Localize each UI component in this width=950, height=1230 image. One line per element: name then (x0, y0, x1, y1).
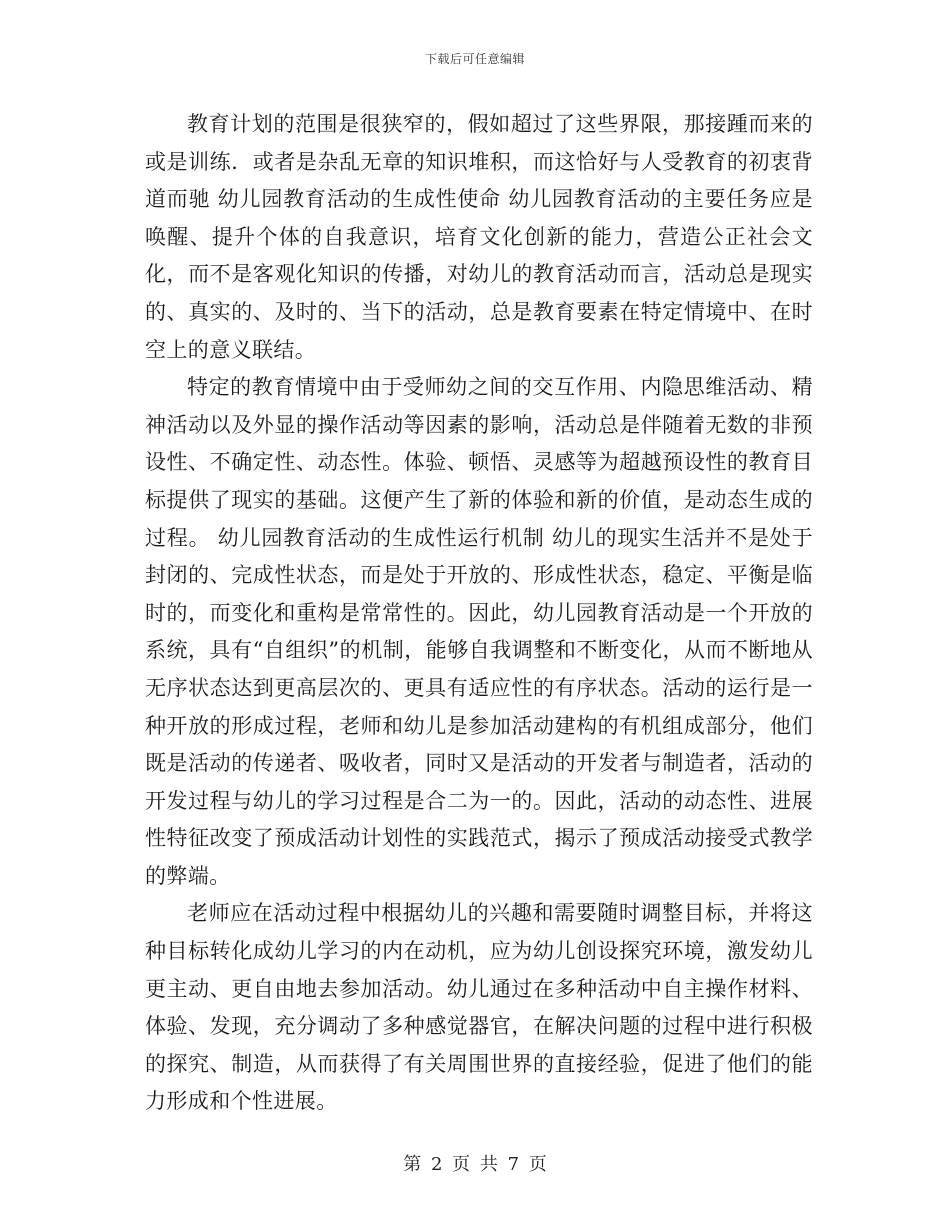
body-paragraph: 老师应在活动过程中根据幼儿的兴趣和需要随时调整目标，并将这种目标转化成幼儿学习的内在动机，应为幼儿创设探究环境，激发幼儿更主动、更自由地去参加活动。幼儿通过在多种活动中自主操作材料、体验、发现，充分调动了多种感觉器官，在解决问题的过程中进行积极的探究、制造，从而获得了有关周围世界的直接经验，促进了他们的能力形成和个性进展。 (145, 901, 813, 1114)
body-paragraph: 教育计划的范围是很狭窄的，假如超过了这些界限，那接踵而来的或是训练．或者是杂乱无章的知识堆积，而这恰好与人受教育的初衷背道而驰 幼儿园教育活动的生成性使命 幼儿园教育活动的主要任务应是唤醒、提升个体的自我意识，培育文化创新的能力，营造公正社会文化，而不是客观化知识的传播，对幼儿的教育活动而言，活动总是现实的、真实的、及时的、当下的活动，总是教育要素在特定情境中、在时空上的意义联结。 (145, 112, 813, 362)
page-header-note: 下载后可任意编辑 (424, 52, 525, 66)
body-paragraph: 特定的教育情境中由于受师幼之间的交互作用、内隐思维活动、精神活动以及外显的操作活动等因素的影响，活动总是伴随着无数的非预设性、不确定性、动态性。体验、顿悟、灵感等为超越预设性的教育目标提供了现实的基础。这便产生了新的体验和新的价值，是动态生成的过程。 幼儿园教育活动的生成性运行机制 幼儿的现实生活并不是处于封闭的、完成性状态，而是处于开放的、形成性状态，稳定、平衡是临时的，而变化和重构是常常性的。因此，幼儿园教育活动是一个开放的系统，具有“自组织”的机制，能够自我调整和不断变化，从而不断地从无序状态达到更高层次的、更具有适应性的有序状态。活动的运行是一种开放的形成过程，老师和幼儿是参加活动建构的有机组成部分，他们既是活动的传递者、吸收者，同时又是活动的开发者与制造者，活动的开发过程与幼儿的学习过程是合二为一的。因此，活动的动态性、进展性特征改变了预成活动计划性的实践范式，揭示了预成活动接受式教学的弊端。 (145, 375, 813, 888)
page-number-footer: 第 2 页 共 7 页 (403, 1154, 547, 1175)
document-body (145, 106, 813, 1121)
